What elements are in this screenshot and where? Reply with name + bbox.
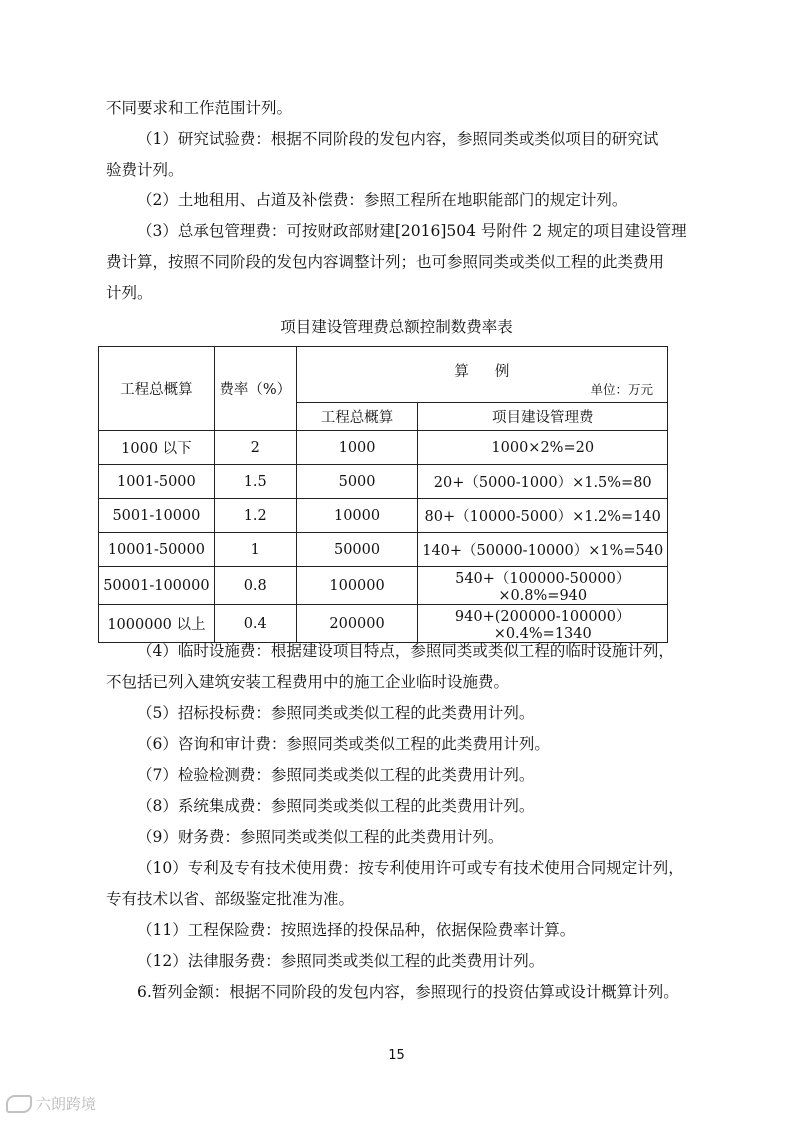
paragraph-line: 费计算，按照不同阶段的发包内容调整计列；也可参照同类或类似工程的此类费用 xyxy=(106,253,665,271)
cell-rate: 1 xyxy=(214,533,296,567)
cell-example: 50000 xyxy=(296,533,418,567)
paragraph-line: （8）系统集成费：参照同类或类似工程的此类费用计列。 xyxy=(137,797,535,815)
paragraph-line: 不包括已列入建筑安装工程费用中的施工企业临时设施费。 xyxy=(106,673,510,691)
header-calc-fee: 项目建设管理费 xyxy=(418,403,668,431)
cell-formula: 140+（50000-10000）×1%=540 xyxy=(418,533,668,567)
cell-example: 10000 xyxy=(296,499,418,533)
cell-range: 1000 以下 xyxy=(99,431,215,465)
paragraph-line: 6.暂列金额：根据不同阶段的发包内容，参照现行的投资估算或设计概算计列。 xyxy=(137,983,679,1001)
cell-rate: 2 xyxy=(214,431,296,465)
table-row xyxy=(99,499,668,533)
paragraph-line: （10）专利及专有技术使用费：按专利使用许可或专有技术使用合同规定计列， xyxy=(137,859,684,877)
paragraph-line: （1）研究试验费：根据不同阶段的发包内容，参照同类或类似项目的研究试 xyxy=(137,130,659,148)
table-row xyxy=(99,465,668,499)
header-rate: 费率（%） xyxy=(214,347,296,431)
paragraph-line: 计列。 xyxy=(106,284,153,302)
table-row xyxy=(99,533,668,567)
paragraph-line: （11）工程保险费：按照选择的投保品种，依据保险费率计算。 xyxy=(137,921,576,939)
table-row xyxy=(99,605,668,643)
cell-rate: 0.4 xyxy=(214,605,296,643)
cell-formula: 540+（100000-50000）×0.8%=940 xyxy=(418,567,668,605)
paragraph-line: （7）检验检测费：参照同类或类似工程的此类费用计列。 xyxy=(137,766,535,784)
table-row xyxy=(99,431,668,465)
cell-rate: 0.8 xyxy=(214,567,296,605)
paragraph-line: （5）招标投标费：参照同类或类似工程的此类费用计列。 xyxy=(137,704,535,722)
header-total-estimate: 工程总概算 xyxy=(99,347,215,431)
cell-formula: 80+（10000-5000）×1.2%=140 xyxy=(418,499,668,533)
table-caption: 项目建设管理费总额控制数费率表 xyxy=(280,318,513,336)
paragraph-line: （12）法律服务费：参照同类或类似工程的此类费用计列。 xyxy=(137,952,545,970)
cell-example: 1000 xyxy=(296,431,418,465)
cell-range: 1001-5000 xyxy=(99,465,215,499)
cell-rate: 1.5 xyxy=(214,465,296,499)
watermark xyxy=(6,1093,96,1114)
calc-example-title: 算例 xyxy=(454,364,536,380)
paragraph-line: （3）总承包管理费：可按财政部财建[2016]504 号附件 2 规定的项目建设管理 xyxy=(137,222,687,240)
cell-formula: 1000×2%=20 xyxy=(418,431,668,465)
cell-range: 10001-50000 xyxy=(99,533,215,567)
table-header-row xyxy=(99,347,668,403)
paragraph-line: （9）财务费：参照同类或类似工程的此类费用计列。 xyxy=(137,828,504,846)
table-row xyxy=(99,567,668,605)
cell-example: 100000 xyxy=(296,567,418,605)
cell-range: 50001-100000 xyxy=(99,567,215,605)
page-number: 15 xyxy=(388,1048,405,1063)
cell-formula: 940+(200000-100000）×0.4%=1340 xyxy=(418,605,668,643)
watermark-text: 六朗跨境 xyxy=(36,1095,97,1113)
paragraph-line: （2）土地租用、占道及补偿费：参照工程所在地职能部门的规定计列。 xyxy=(137,191,628,209)
header-calc-total: 工程总概算 xyxy=(296,403,418,431)
paragraph-line: （4）临时设施费：根据建设项目特点，参照同类或类似工程的临时设施计列， xyxy=(137,642,674,660)
chat-bubble-icon xyxy=(6,1095,32,1113)
paragraph-line: 验费计列。 xyxy=(106,161,184,179)
paragraph-line: （6）咨询和审计费：参照同类或类似工程的此类费用计列。 xyxy=(137,735,550,753)
unit-label: 单位：万元 xyxy=(590,382,653,397)
cell-range: 1000000 以上 xyxy=(99,605,215,643)
cell-formula: 20+（5000-1000）×1.5%=80 xyxy=(418,465,668,499)
cell-example: 5000 xyxy=(296,465,418,499)
cell-example: 200000 xyxy=(296,605,418,643)
header-calc-example xyxy=(296,347,667,403)
fee-rate-table xyxy=(98,346,668,643)
cell-rate: 1.2 xyxy=(214,499,296,533)
paragraph-line: 不同要求和工作范围计列。 xyxy=(106,99,293,117)
paragraph-line: 专有技术以省、部级鉴定批准为准。 xyxy=(106,890,355,908)
cell-range: 5001-10000 xyxy=(99,499,215,533)
